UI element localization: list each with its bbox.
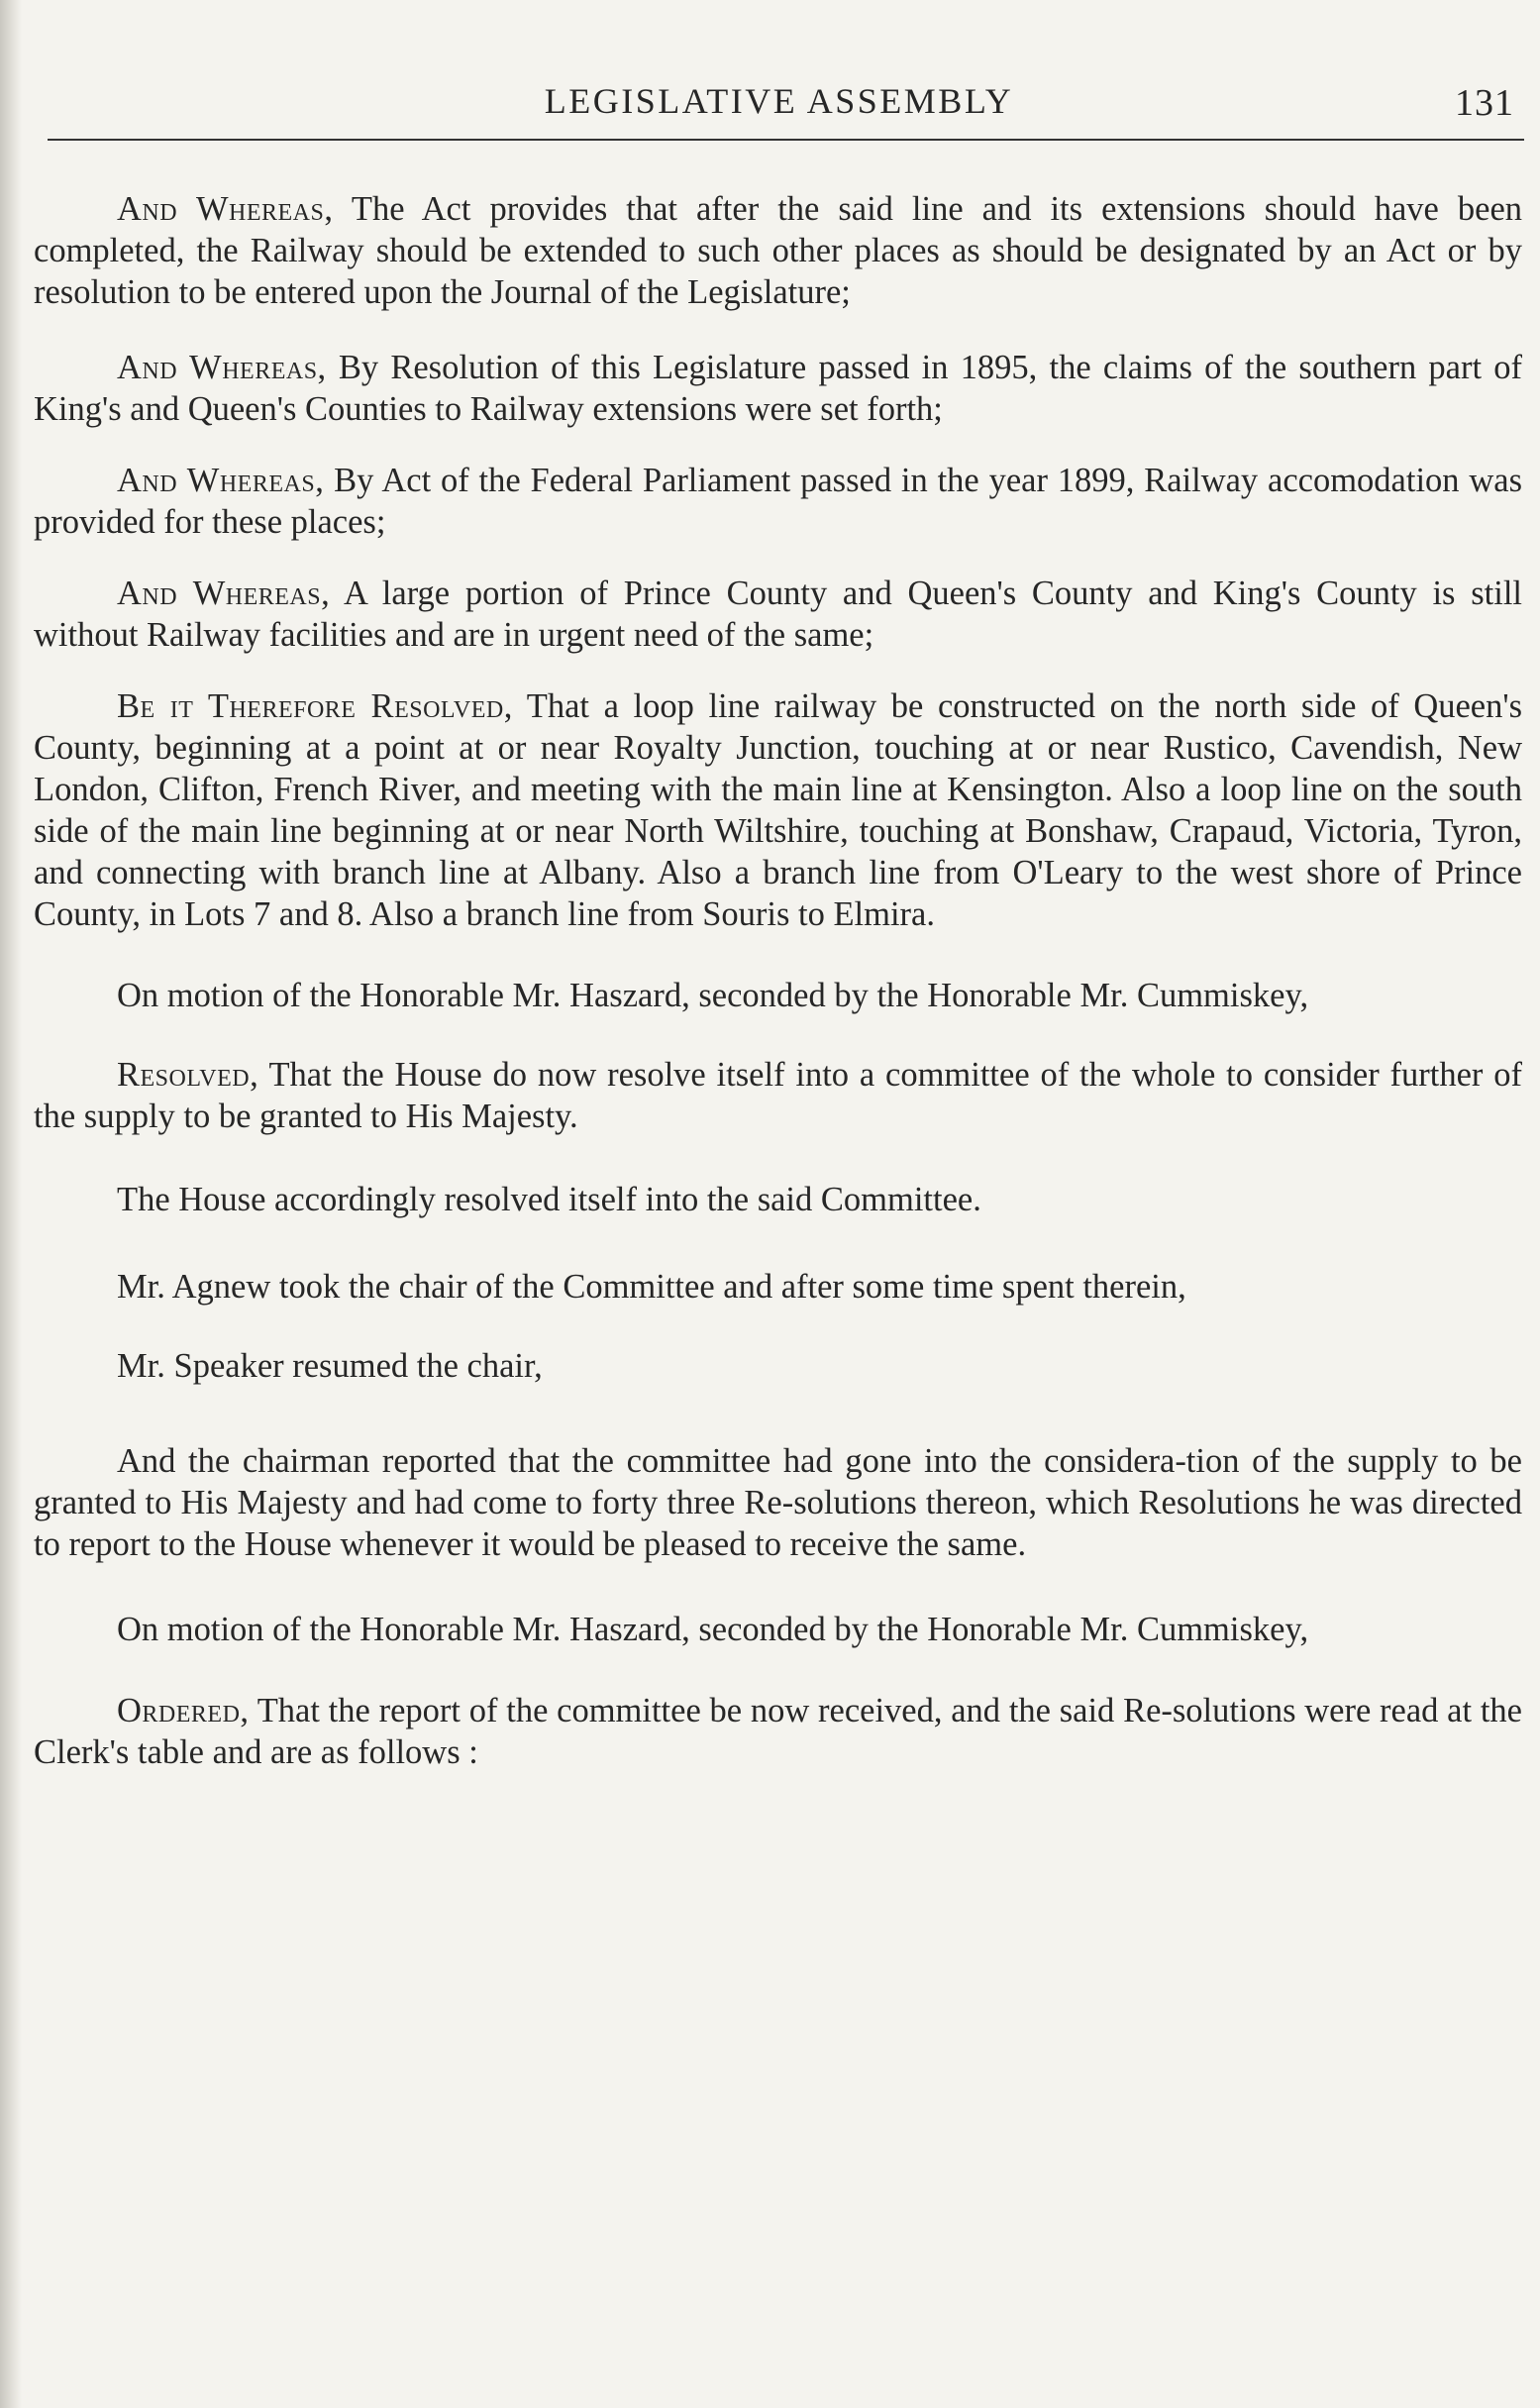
paragraph-lead: Ordered, xyxy=(117,1692,250,1729)
paragraph-ordered-report xyxy=(34,1690,1522,1773)
paragraph-whereas-without-railway xyxy=(34,573,1522,656)
paragraph-lead: And Whereas, xyxy=(117,575,331,612)
paragraph-lead: And Whereas, xyxy=(117,462,325,499)
paragraph-agnew-chair xyxy=(34,1266,1522,1308)
binding-edge xyxy=(0,0,22,2408)
paragraph-house-resolved xyxy=(34,1179,1522,1220)
body-text xyxy=(34,188,1522,1773)
paragraph-whereas-federal-act-1899 xyxy=(34,460,1522,543)
header-rule xyxy=(48,139,1524,141)
paragraph-lead: And Whereas, xyxy=(117,349,327,386)
page-title: LEGISLATIVE ASSEMBLY xyxy=(544,81,1014,121)
paragraph-text: Mr. Speaker resumed the chair, xyxy=(117,1347,543,1385)
paragraph-text: Mr. Agnew took the chair of the Committee and after some time spent therein, xyxy=(117,1268,1186,1306)
paragraph-text: That a loop line railway be constructed on the north side of Queen's County, beginning at a point at or near Royalty Junction, touching at or near Rustico, Cavendish, New London, Clifton, French River, and meeting with the main line at Kensington. Also a loop line on the south side of the main line beginning at or near North Wiltshire, touching at Bonshaw, Crapaud, Victoria, Tyron, and connecting with branch line at Albany. Also a branch line from O'Leary to the west shore of Prince County, in Lots 7 and 8. Also a branch line from Souris to Elmira. xyxy=(34,687,1523,933)
page-number: 131 xyxy=(1455,82,1514,124)
paragraph-text: That the report of the committee be now received, and the said Re-solutions were read at the Clerk's table and are as follows : xyxy=(34,1692,1522,1771)
paragraph-speaker-resumed xyxy=(34,1345,1522,1387)
paragraph-whereas-act-provides xyxy=(34,188,1522,313)
running-head xyxy=(34,73,1524,129)
paragraph-text: The Act provides that after the said line and its extensions should have been completed, the Railway should be extended to such other places as should be designated by an Act or by resolution to be entered upon the Journal of the Legislature; xyxy=(34,190,1523,311)
paragraph-whereas-resolution-1895 xyxy=(34,347,1522,430)
paragraph-text: The House accordingly resolved itself into the said Committee. xyxy=(117,1181,981,1218)
paragraph-text: By Resolution of this Legislature passed in 1895, the claims of the southern part of King's and Queen's Counties to Railway extensions were set forth; xyxy=(34,349,1522,428)
paragraph-resolved-loop-line xyxy=(34,685,1522,935)
paragraph-text: By Act of the Federal Parliament passed in the year 1899, Railway accomodation was provided for these places; xyxy=(34,462,1523,541)
paragraph-chairman-reported xyxy=(34,1440,1522,1565)
paragraph-lead: And Whereas, xyxy=(117,190,334,228)
paragraph-motion-haszard-second xyxy=(34,1609,1522,1650)
paragraph-text: A large portion of Prince County and Queen's County and King's County is still without Railway facilities and are in urgent need of the same; xyxy=(34,575,1522,654)
paragraph-text: On motion of the Honorable Mr. Haszard, seconded by the Honorable Mr. Cummiskey, xyxy=(117,1611,1309,1648)
paragraph-lead: Be it Therefore Resolved, xyxy=(117,687,513,725)
paragraph-resolved-committee xyxy=(34,1054,1522,1137)
paragraph-motion-haszard xyxy=(34,975,1522,1016)
paragraph-text: On motion of the Honorable Mr. Haszard, seconded by the Honorable Mr. Cummiskey, xyxy=(117,977,1309,1014)
paragraph-text: And the chairman reported that the committee had gone into the considera-tion of the supply to be granted to His Majesty and had come to forty three Re-solutions thereon, which Resolutions he was directed to report to the House whenever it would be pleased to receive the same. xyxy=(34,1442,1522,1563)
paragraph-text: That the House do now resolve itself into a committee of the whole to consider further of the supply to be granted to His Majesty. xyxy=(34,1056,1522,1135)
paragraph-lead: Resolved, xyxy=(117,1056,259,1094)
